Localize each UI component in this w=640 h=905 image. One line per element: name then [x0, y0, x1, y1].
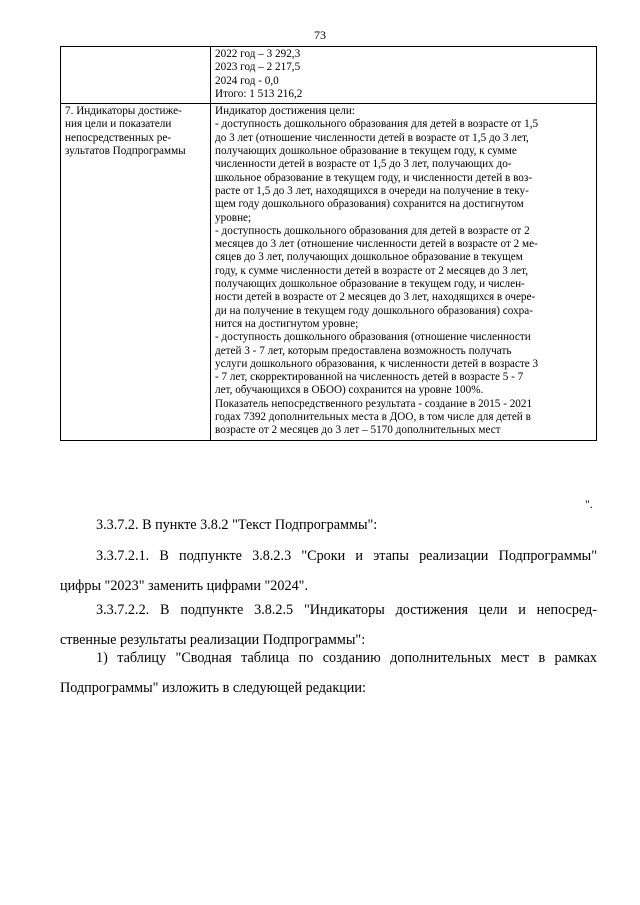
indicator-line: месяцев до 3 лет (отношение численности детей в возрасте от 2 ме- [215, 238, 538, 251]
indicator-line: численности детей в возрасте от 1,5 до 3 лет, получающих до- [215, 158, 512, 171]
table-row-indicators [61, 104, 597, 440]
indicator-line: уровне; [215, 211, 252, 224]
indicator-line: Индикатор достижения цели: [215, 105, 355, 118]
paragraph-item-1 [60, 646, 597, 700]
indicator-line: детей 3 - 7 лет, которым предоставлена возможность получать [215, 344, 512, 357]
indicator-line: ди на получение в текущем году дошкольного образования) сохра- [215, 304, 533, 317]
funding-values-cell [211, 47, 597, 104]
indicators-text-cell [211, 104, 597, 440]
funding-line: 2024 год - 0,0 [215, 74, 279, 87]
funding-total-line: Итого: 1 513 216,2 [215, 87, 303, 100]
indicator-line: до 3 лет (отношение численности детей в возрасте от 1,5 до 3 лет, [215, 131, 529, 144]
result-line: возрасте от 2 месяцев до 3 лет – 5170 дополнительных мест [215, 424, 501, 437]
result-line: годах 7392 дополнительных места в ДОО, в том числе для детей в [215, 411, 531, 424]
indicator-line: - доступность дошкольного образования (отношение численности [215, 331, 531, 344]
indicators-label-line: зультатов Подпрограммы [65, 145, 186, 158]
closing-quote: ". [585, 497, 593, 511]
indicator-line: году, к сумме численности детей в возрасте от 2 месяцев до 3 лет, [215, 264, 528, 277]
paragraph-line: 3.3.7.2. В пункте 3.8.2 "Текст Подпрограммы": [96, 517, 378, 533]
paragraph-line: 1) таблицу "Сводная таблица по созданию дополнительных мест в рамках [96, 650, 597, 666]
paragraph-3-3-7-2-2 [60, 598, 597, 652]
funding-line: 2022 год – 3 292,3 [215, 48, 301, 60]
indicators-label-line: непосредственных ре- [65, 131, 172, 144]
paragraph-line: ственные результаты реализации Подпрограммы": [60, 632, 366, 648]
paragraph-3-3-7-2 [96, 513, 597, 537]
paragraph-line: 3.3.7.2.1. В подпункте 3.8.2.3 "Сроки и этапы реализации Подпрограммы" [96, 548, 597, 564]
indicator-line: расте от 1,5 до 3 лет, находящихся в очереди на получение в теку- [215, 184, 529, 197]
indicator-line: - 7 лет, скорректированной на численность детей в возрасте 5 - 7 [215, 371, 524, 384]
result-line: Показатель непосредственного результата - создание в 2015 - 2021 [215, 397, 533, 410]
indicators-label-line: ния цели и показатели [65, 118, 172, 131]
page-number: 73 [314, 28, 326, 42]
funding-line: 2023 год – 2 217,5 [215, 61, 301, 74]
indicator-line: получающих дошкольное образование в текущем году, и числен- [215, 278, 525, 291]
paragraph-line: 3.3.7.2.2. В подпункте 3.8.2.5 "Индикаторы достижения цели и непосред- [96, 602, 597, 618]
paragraph-3-3-7-2-1 [60, 544, 597, 598]
funding-label-cell [61, 47, 211, 104]
paragraph-line: Подпрограммы" изложить в следующей редакции: [60, 680, 366, 696]
indicator-line: школьное образование в текущем году, и численности детей в воз- [215, 171, 533, 184]
indicators-label-line: 7. Индикаторы достиже- [65, 105, 182, 118]
indicator-line: ности детей в возрасте от 2 месяцев до 3 лет, находящихся в очере- [215, 291, 536, 304]
subprogram-passport-table [60, 46, 597, 441]
table-row-funding [61, 47, 597, 104]
paragraph-line: цифры "2023" заменить цифрами "2024". [60, 578, 309, 594]
indicator-line: лет, обучающихся в ОБОО) сохранится на уровне 100%. [215, 384, 484, 397]
indicator-line: услуги дошкольного образования, к численности детей в возрасте 3 [215, 357, 539, 370]
indicators-label-cell [61, 104, 211, 440]
indicator-line: нится на достигнутом уровне; [215, 317, 359, 330]
indicator-line: - доступность дошкольного образования для детей в возрасте от 1,5 [215, 118, 539, 131]
indicator-line: - доступность дошкольного образования для детей в возрасте от 2 [215, 224, 530, 237]
indicator-line: щем году дошкольного образования) сохранится на достигнутом [215, 198, 524, 211]
indicator-line: сяцев до 3 лет, получающих дошкольное образование в текущем [215, 251, 523, 264]
indicator-line: получающих дошкольное образование в текущем году, к сумме [215, 145, 517, 158]
